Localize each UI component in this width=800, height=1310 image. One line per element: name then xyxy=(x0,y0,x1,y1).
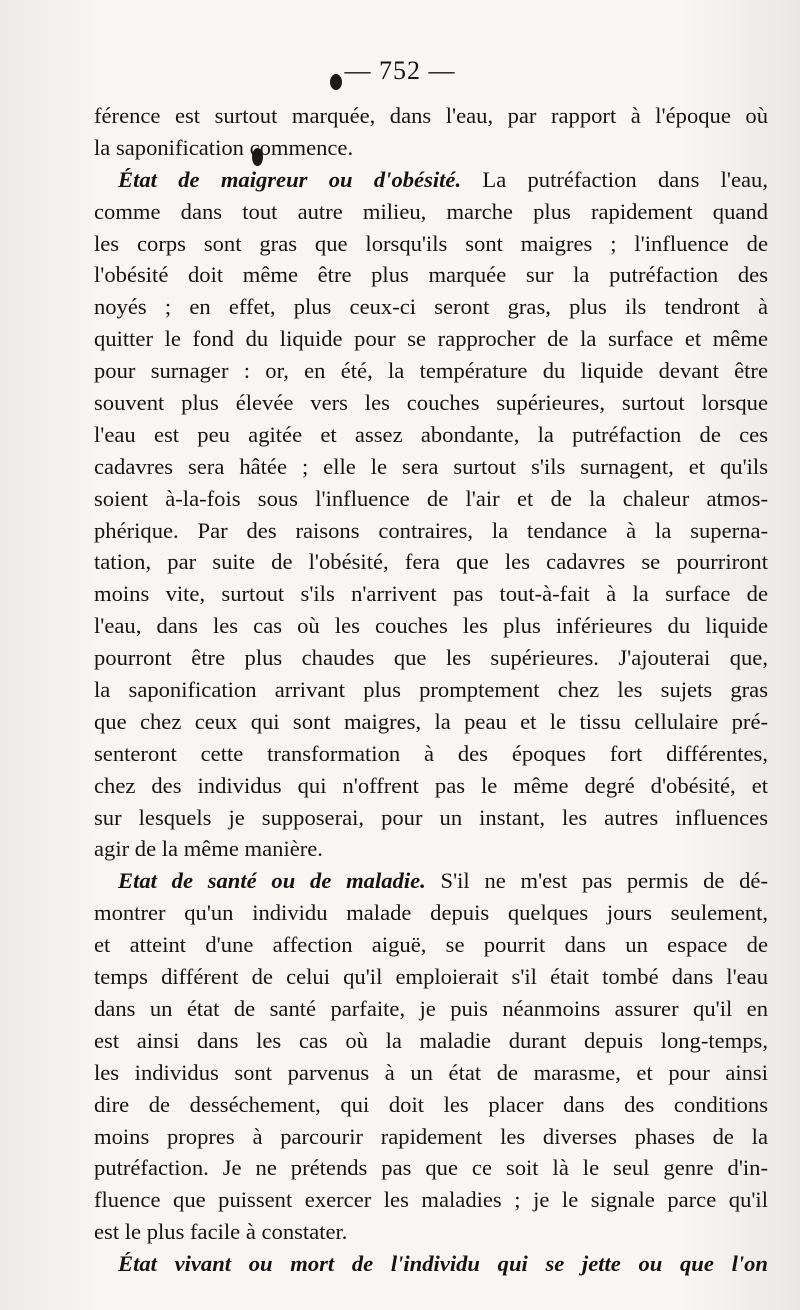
text-line: agir de la même manière. xyxy=(94,836,323,862)
text-line: senteront cette transformation à des époques fort différentes, xyxy=(94,740,768,766)
text-line: temps différent de celui qu'il emploierait s'il était tombé dans l'eau xyxy=(94,964,768,990)
section-heading: État vivant ou mort de l'individu qui se jette ou que l'on xyxy=(118,1251,768,1277)
text-line: soient à-la-fois sous l'influence de l'air et de la chaleur atmos- xyxy=(94,485,768,511)
text-line: phérique. Par des raisons contraires, la tendance à la superna- xyxy=(94,517,768,543)
text-line: la saponification commence. xyxy=(94,134,354,160)
page-number: — 752 — xyxy=(344,56,456,85)
text-line: chez des individus qui n'offrent pas le même degré d'obésité, et xyxy=(94,772,768,798)
text-line: montrer qu'un individu malade depuis quelques jours seulement, xyxy=(94,900,768,926)
text-line: et atteint d'une affection aiguë, se pourrit dans un espace de xyxy=(94,932,768,958)
text-line: quitter le fond du liquide pour se rapprocher de la surface et même xyxy=(94,326,768,352)
text-run: La putréfaction dans l'eau, xyxy=(461,166,768,192)
text-line: fluence que puissent exercer les maladies ; je le signale parce qu'il xyxy=(94,1187,768,1213)
text-line: la saponification arrivant plus promptement chez les sujets gras xyxy=(94,677,768,703)
text-line: l'eau est peu agitée et assez abondante, la putréfaction de ces xyxy=(94,421,768,447)
text-line: les individus sont parvenus à un état de marasme, et pour ainsi xyxy=(94,1059,768,1085)
text-line: moins propres à parcourir rapidement les diverses phases de la xyxy=(94,1123,768,1149)
text-line: souvent plus élevée vers les couches supérieures, surtout lorsque xyxy=(94,390,768,416)
text-line: que chez ceux qui sont maigres, la peau et le tissu cellulaire pré- xyxy=(94,708,768,734)
text-line: est le plus facile à constater. xyxy=(94,1219,348,1245)
text-line: moins vite, surtout s'ils n'arrivent pas tout-à-fait à la surface de xyxy=(94,581,768,607)
text-line: sur lesquels je supposerai, pour un instant, les autres influences xyxy=(94,804,768,830)
text-line: tation, par suite de l'obésité, fera que les cadavres se pourriront xyxy=(94,549,768,575)
text-line: dire de desséchement, qui doit les placer dans des conditions xyxy=(94,1091,768,1117)
text-line: putréfaction. Je ne prétends pas que ce soit là le seul genre d'in- xyxy=(94,1155,768,1181)
text-line: l'obésité doit même être plus marquée sur la putréfaction des xyxy=(94,262,768,288)
text-line: férence est surtout marquée, dans l'eau, par rapport à l'époque où xyxy=(94,103,768,128)
ink-blot xyxy=(330,74,342,90)
text-line: pour surnager : or, en été, la température du liquide devant être xyxy=(94,358,768,384)
text-line: cadavres sera hâtée ; elle le sera surtout s'ils surnagent, et qu'ils xyxy=(94,453,768,479)
text-line: comme dans tout autre milieu, marche plus rapidement quand xyxy=(94,198,768,224)
text-line: pourront être plus chaudes que les supérieures. J'ajouterai que, xyxy=(94,645,768,671)
text-line: l'eau, dans les cas où les couches les plus inférieures du liquide xyxy=(94,613,768,639)
text-line: noyés ; en effet, plus ceux-ci seront gras, plus ils tendront à xyxy=(94,294,768,320)
paragraph-heading-line xyxy=(94,1248,768,1280)
text-line: les corps sont gras que lorsqu'ils sont maigres ; l'influence de xyxy=(94,230,768,256)
section-heading: Etat de santé ou de maladie. xyxy=(118,868,426,894)
text-run: S'il ne m'est pas permis de dé- xyxy=(425,868,768,894)
text-line: dans un état de santé parfaite, je puis néanmoins assurer qu'il en xyxy=(94,995,768,1021)
paragraph-heading-line xyxy=(94,164,768,196)
paragraph-heading-line xyxy=(94,865,768,897)
section-heading: État de maigreur ou d'obésité. xyxy=(118,166,462,192)
text-line: est ainsi dans les cas où la maladie durant depuis long-temps, xyxy=(94,1027,768,1053)
body-text xyxy=(94,100,768,1280)
